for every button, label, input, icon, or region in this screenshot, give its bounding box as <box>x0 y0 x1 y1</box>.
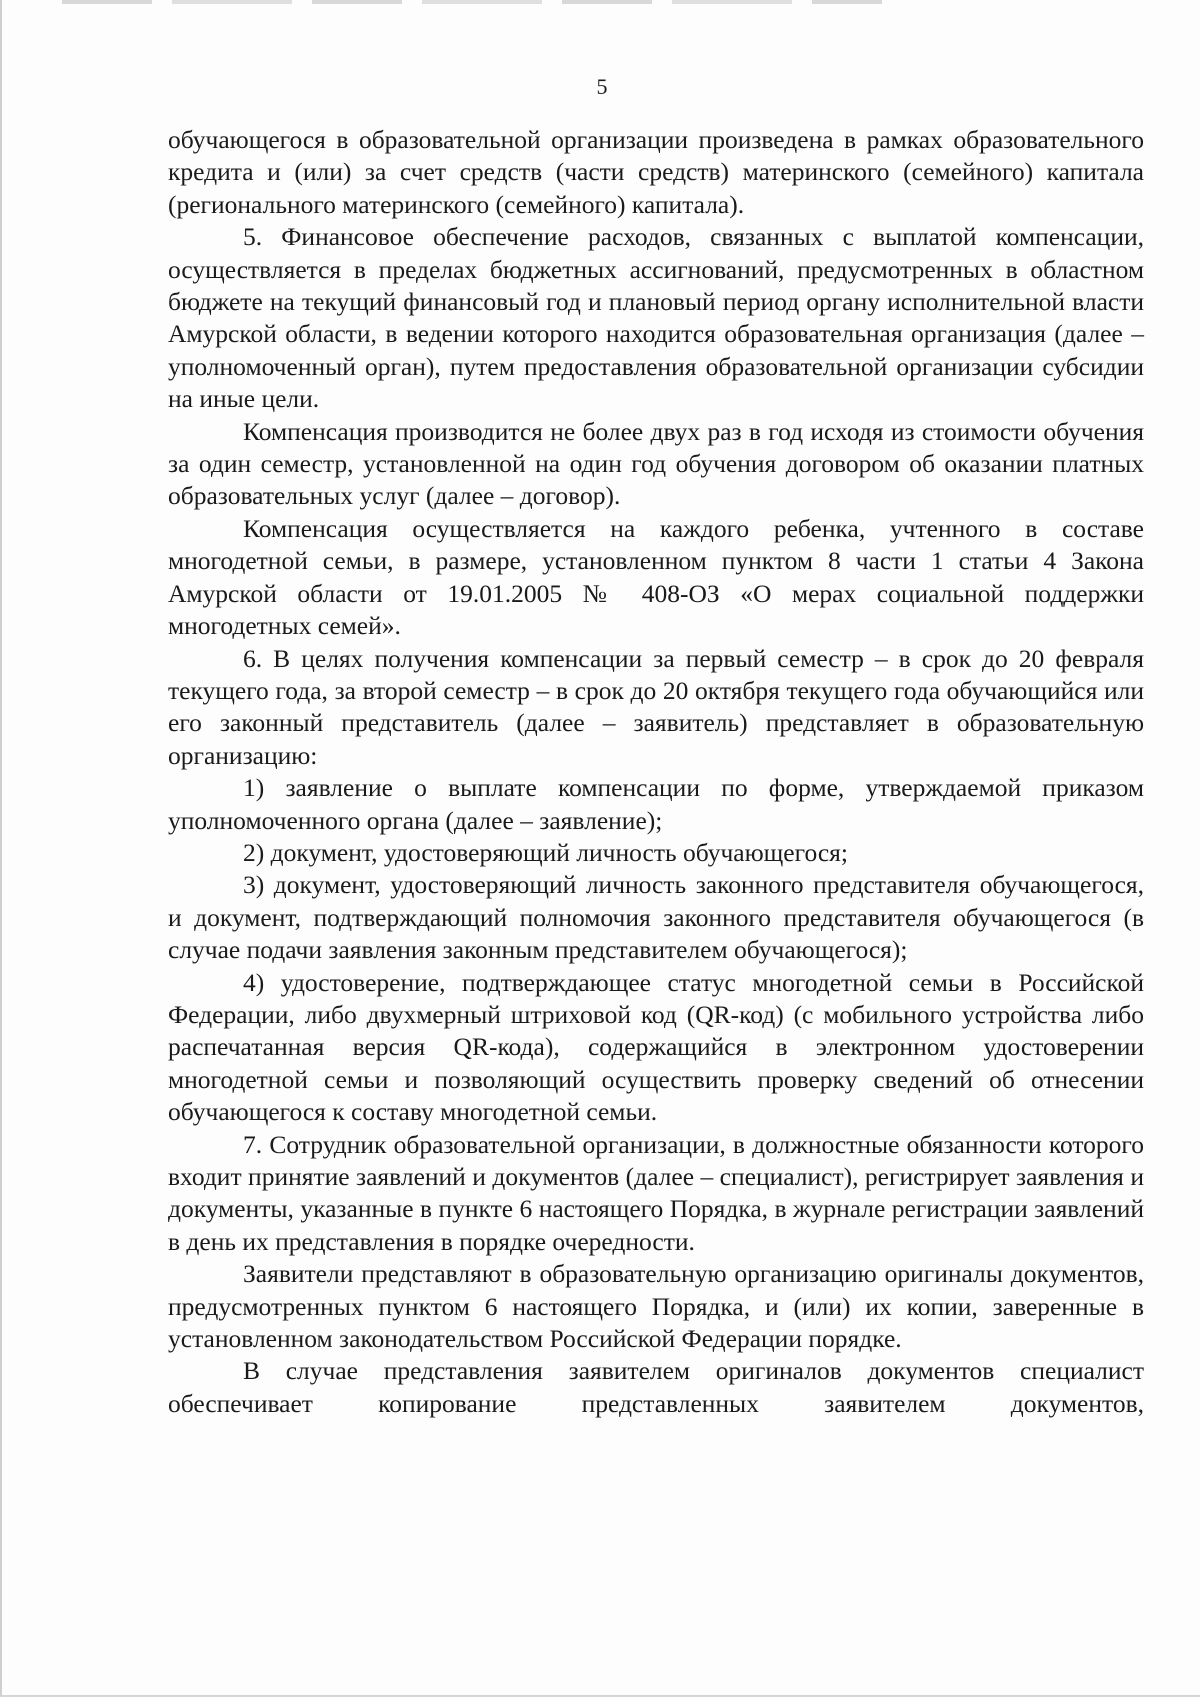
scan-edge-artifact <box>62 0 882 4</box>
list-item-3: 3) документ, удостоверяющий личность законного представителя обучающегося, и документ, подтверждающий полномочия законного представителя обучающегося (в случае подачи заявления законным представителем обучающегося); <box>168 870 1144 965</box>
paragraph-item-7: 7. Сотрудник образовательной организации, в должностные обязанности которого входит принятие заявлений и документов (далее – специалист), регистрирует заявления и документы, указанные в пункте 6 настоящего Порядка, в журнале регистрации заявлений в день их представления в порядке очередности. <box>168 1129 1144 1256</box>
page-number: 5 <box>596 74 608 99</box>
paragraph-compensation-amount: Компенсация осуществляется на каждого ребенка, учтенного в составе многодетной семьи, в размере, установленном пунктом 8 части 1 статьи 4 Закона Амурской области от 19.01.2005 № 408-ОЗ «О мерах социальной поддержки многодетных семей». <box>168 513 1144 641</box>
paragraph-item-5: 5. Финансовое обеспечение расходов, связанных с выплатой компенсации, осуществляется в пределах бюджетных ассигнований, предусмотренных в областном бюджете на текущий финансовый год и плановый период органу исполнительной власти Амурской области, в ведении которого находится образовательная организация (далее – уполномоченный орган), путем предоставления образовательной организации субсидии на иные цели. <box>168 222 1144 414</box>
paragraph-copying: В случае представления заявителем оригиналов документов специалист обеспечивает копирование представленных заявителем документов, <box>168 1356 1144 1418</box>
paragraph-item-6: 6. В целях получения компенсации за первый семестр – в срок до 20 февраля текущего года, за второй семестр – в срок до 20 октября текущего года обучающийся или его законный представитель (далее – заявитель) представляет в образовательную организацию: <box>168 643 1144 770</box>
paragraph-originals: Заявители представляют в образовательную организацию оригиналы документов, предусмотренных пунктом 6 настоящего Порядка, и (или) их копии, заверенные в установленном законодательством Российской Федерации порядке. <box>168 1259 1144 1354</box>
paragraph-continuation: обучающегося в образовательной организации произведена в рамках образовательного кредита и (или) за счет средств (части средств) материнского (семейного) капитала (регионального материнского (семейного) капитала). <box>168 125 1144 219</box>
list-item-4: 4) удостоверение, подтверждающее статус многодетной семьи в Российской Федерации, либо двухмерный штриховой код (QR-код) (с мобильного устройства либо распечатанная версия QR-кода), содержащийся в электронном удостоверении многодетной семьи и позволяющий осуществить проверку сведений об отнесении обучающегося к составу многодетной семьи. <box>168 967 1144 1127</box>
list-item-1: 1) заявление о выплате компенсации по форме, утверждаемой приказом уполномоченного органа (далее – заявление); <box>168 773 1144 835</box>
paragraph-compensation-frequency: Компенсация производится не более двух раз в год исходя из стоимости обучения за один семестр, установленной на один год обучения договором об оказании платных образовательных услуг (далее – договор). <box>168 416 1144 511</box>
document-body <box>168 124 1144 1420</box>
list-item-2: 2) документ, удостоверяющий личность обучающегося; <box>243 837 848 867</box>
